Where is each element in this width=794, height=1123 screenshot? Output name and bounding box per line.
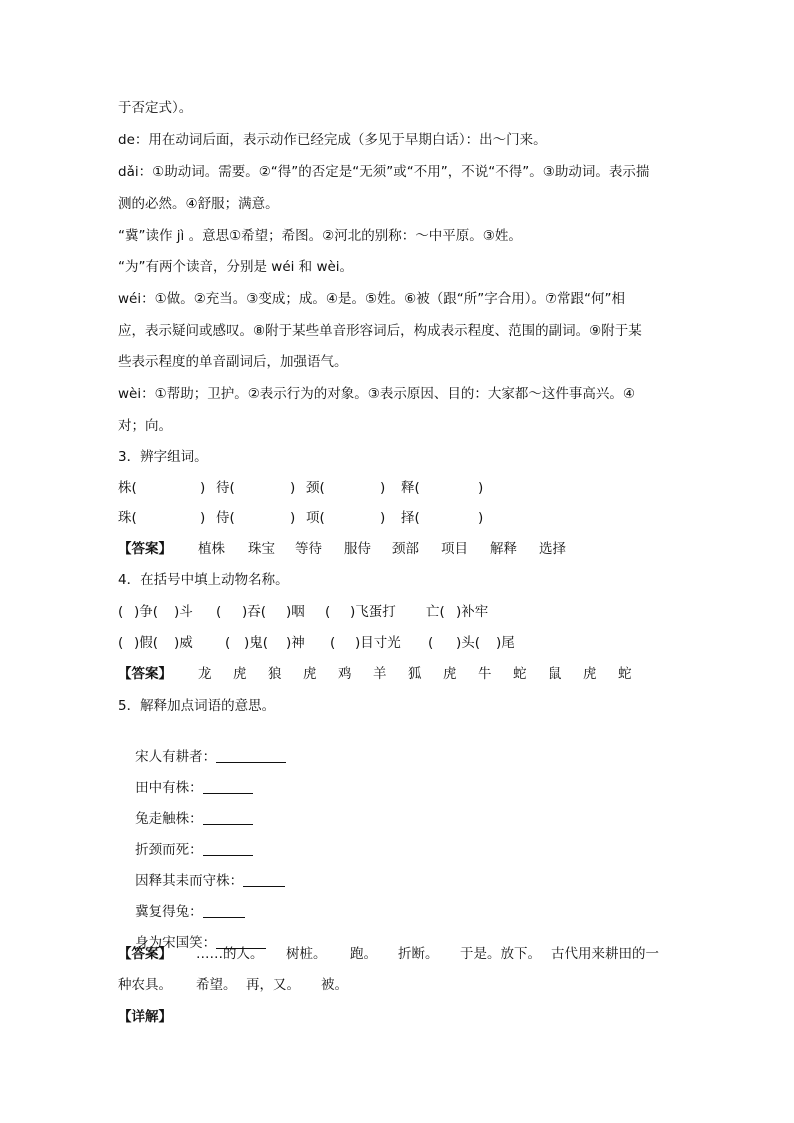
word-item: 释( xyxy=(401,480,420,496)
idiom-part: )目寸光 xyxy=(355,635,401,651)
idiom-part: )鬼( xyxy=(244,635,269,651)
answer-item: 被。 xyxy=(321,977,348,993)
answer-item: 希望。 xyxy=(196,977,237,993)
answer-item: 虎 xyxy=(583,666,597,682)
answer-item: 蛇 xyxy=(618,666,632,682)
answer-item: 选择 xyxy=(539,541,566,557)
word-item: 珠( xyxy=(118,510,137,526)
answer-item: 折断。 xyxy=(398,946,439,962)
answer-item: 古代用来耕田的一 xyxy=(551,946,659,962)
idiom-part: ( xyxy=(330,635,336,651)
text-line: 对；向。 xyxy=(118,418,172,434)
word-item: ) xyxy=(290,510,296,526)
fill-item-label: 宋人有耕者： xyxy=(135,749,217,765)
idiom-part: ( xyxy=(225,635,231,651)
answer-blank xyxy=(243,872,285,887)
word-item: ) xyxy=(200,510,206,526)
text-line: “为”有两个读音，分别是 wéi 和 wèi。 xyxy=(118,259,354,275)
idiom-part: )吞( xyxy=(242,604,267,620)
idiom-part: )头( xyxy=(456,635,481,651)
answer-item: 狼 xyxy=(268,666,282,682)
answer-label: 【答案】 xyxy=(118,541,172,557)
answer-item: 鼠 xyxy=(548,666,562,682)
word-item: ) xyxy=(200,480,206,496)
fill-item xyxy=(118,913,266,973)
idiom-part: )飞蛋打 xyxy=(350,604,396,620)
answer-item: 羊 xyxy=(373,666,387,682)
word-item: ) xyxy=(478,480,484,496)
answer-item: 服侍 xyxy=(344,541,371,557)
idiom-part: )补牢 xyxy=(456,604,489,620)
word-item: 株( xyxy=(118,480,137,496)
answer-item: 狐 xyxy=(408,666,422,682)
answer-item: 鸡 xyxy=(338,666,352,682)
word-item: 侍( xyxy=(216,510,235,526)
answer-label: 【答案】 xyxy=(118,946,172,962)
idiom-part: ( xyxy=(325,604,331,620)
answer-item: 颈部 xyxy=(392,541,419,557)
idiom-part: ( xyxy=(118,604,124,620)
word-item: 择( xyxy=(401,510,420,526)
idiom-part: )威 xyxy=(174,635,193,651)
answer-item: 珠宝 xyxy=(248,541,275,557)
fill-item-label: 身为宋国笑： xyxy=(135,935,217,951)
answer-item: 植株 xyxy=(198,541,225,557)
idiom-part: )神 xyxy=(286,635,305,651)
idiom-part: 亡( xyxy=(426,604,445,620)
text-line: “冀”读作 jì 。意思①希望；希图。②河北的别称：～中平原。③姓。 xyxy=(118,228,522,244)
answer-item: 龙 xyxy=(198,666,212,682)
question-5-title: 5．解释加点词语的意思。 xyxy=(118,698,276,714)
answer-item: 等待 xyxy=(295,541,322,557)
question-5-answer-line-2 xyxy=(118,975,418,995)
text-line: 于否定式）。 xyxy=(118,100,193,116)
answer-label: 【答案】 xyxy=(118,666,172,682)
text-line: wèi：①帮助；卫护。②表示行为的对象。③表示原因、目的：大家都～这件事高兴。④ xyxy=(118,386,636,402)
detail-label: 【详解】 xyxy=(118,1009,172,1025)
answer-item: 于是。放下。 xyxy=(460,946,541,962)
question-3-title: 3．辨字组词。 xyxy=(118,449,208,465)
idiom-part: ( xyxy=(118,635,124,651)
answer-item: 虎 xyxy=(443,666,457,682)
word-item: 项( xyxy=(306,510,325,526)
answer-item: 树桩。 xyxy=(286,946,327,962)
word-item: ) xyxy=(478,510,484,526)
question-4-title: 4．在括号中填上动物名称。 xyxy=(118,572,289,588)
answer-item: 解释 xyxy=(490,541,517,557)
text-line: de：用在动词后面，表示动作已经完成（多见于早期白话）：出～门来。 xyxy=(118,132,547,148)
answer-item: 虎 xyxy=(303,666,317,682)
idiom-part: )斗 xyxy=(174,604,193,620)
text-line: 应，表示疑问或感叹。⑧附于某些单音形容词后，构成表示程度、范围的副词。⑨附于某 xyxy=(118,323,642,339)
answer-item: 蛇 xyxy=(513,666,527,682)
answer-item: 再，又。 xyxy=(246,977,300,993)
idiom-part: ( xyxy=(216,604,222,620)
idiom-part: )争( xyxy=(134,604,159,620)
text-line: dǎi：①助动词。需要。②“得”的否定是“无须”或“不用”，不说“不得”。③助动词。表示揣 xyxy=(118,164,650,180)
word-item: ) xyxy=(380,480,386,496)
word-item: 待( xyxy=(216,480,235,496)
answer-item: 种农具。 xyxy=(118,977,172,993)
idiom-part: )咽 xyxy=(286,604,305,620)
text-line: 测的必然。④舒服；满意。 xyxy=(118,196,279,212)
answer-item: ……的人。 xyxy=(196,946,264,962)
fill-item-label: 折颈而死： xyxy=(135,842,203,858)
question-5-answer-line-1 xyxy=(118,944,678,964)
fill-item-label: 冀复得兔： xyxy=(135,904,203,920)
text-line: wéi：①做。②充当。③变成；成。④是。⑤姓。⑥被（跟“所”字合用）。⑦常跟“何”相 xyxy=(118,291,626,307)
idiom-part: )尾 xyxy=(496,635,515,651)
fill-item-label: 因释其耒而守株： xyxy=(135,873,244,889)
text-line: 些表示程度的单音副词后，加强语气。 xyxy=(118,354,348,370)
answer-item: 虎 xyxy=(233,666,247,682)
fill-item-label: 兔走触株： xyxy=(135,811,203,827)
word-item: ) xyxy=(380,510,386,526)
idiom-part: ( xyxy=(428,635,434,651)
idiom-part: )假( xyxy=(134,635,159,651)
answer-item: 项目 xyxy=(441,541,468,557)
word-item: 颈( xyxy=(306,480,325,496)
fill-item-label: 田中有株： xyxy=(135,780,203,796)
answer-item: 牛 xyxy=(478,666,492,682)
word-item: ) xyxy=(290,480,296,496)
answer-item: 跑。 xyxy=(350,946,377,962)
